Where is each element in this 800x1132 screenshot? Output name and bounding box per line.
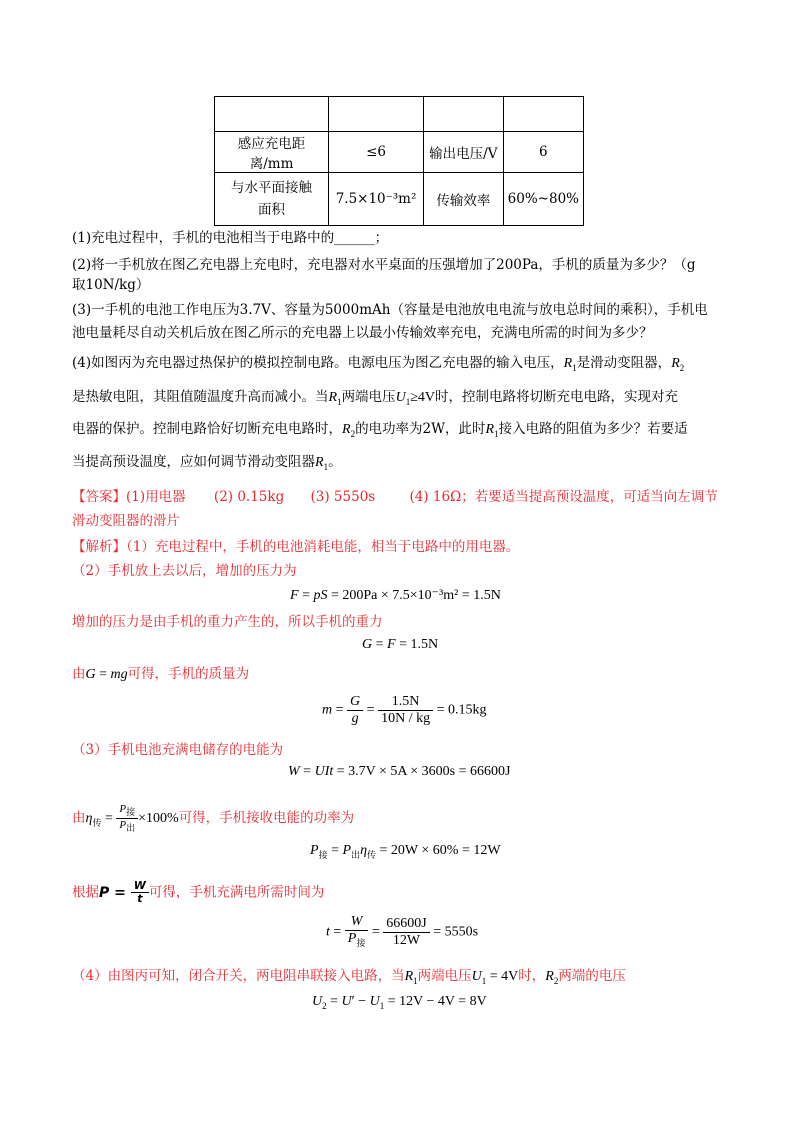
table-cell: 与水平面接触面积: [215, 173, 329, 226]
question-4-line-4: 当提高预设温度，应如何调节滑动变阻器$R_1$。: [72, 454, 342, 472]
table-cell: 60%~80%: [503, 173, 583, 226]
equation-gravity: G = F = 1.5N: [362, 637, 439, 652]
analysis-p8: （4）由图丙可知，闭合开关，两电阻串联接入电路，当$R_1$两端电压$U_1 = 4V$时，$R_2$两端的电压: [72, 968, 626, 986]
table-cell: 7.5×10⁻³m²: [329, 173, 424, 226]
analysis-p7: 根据P = $\frac{W}{t}$ 可得，手机充满电所需时间为: [72, 879, 325, 905]
table-cell: 输出电压/V: [424, 132, 504, 173]
table-cell: [424, 97, 504, 132]
table-cell: [329, 97, 424, 132]
answer-line-2: 滑动变阻器的滑片: [72, 513, 180, 529]
question-4-line-1: (4)如图丙为充电器过热保护的模拟控制电路。电源电压为图乙充电器的输入电压，$R_1$是滑动变阻器，$R_2$: [72, 355, 685, 373]
question-2-line-1: (2)将一手机放在图乙充电器上充电时，充电器对水平桌面的压强增加了200Pa，手机的质量为多少？（g: [72, 257, 696, 273]
equation-voltage: $U_2 = U' - U_1 = 12V - 4V = 8V$: [312, 994, 487, 1011]
answer-line-1: 【答案】(1)用电器 (2) 0.15kg (3) 5550s (4) 16Ω；若要适当提高预设温度，可适当向左调节: [72, 489, 718, 505]
table-cell: 传输效率: [424, 173, 504, 226]
analysis-p4: 由G = mg可得，手机的质量为: [72, 666, 250, 682]
table-cell: ≤6: [329, 132, 424, 173]
table-cell: [215, 97, 329, 132]
analysis-p5: （3）手机电池充满电储存的电能为: [72, 742, 284, 758]
analysis-p1: 【解析】（1）充电过程中，手机的电池消耗电能，相当于电路中的用电器。: [72, 539, 520, 555]
question-4-line-3: 电器的保护。控制电路恰好切断充电电路时，$R_2$的电功率为2W，此时$R_1$接入电路的阻值为多少？若要适: [72, 421, 688, 439]
equation-power: $P_接 = P_出\eta_传 = 20W \times 60\% = 12W$: [310, 843, 501, 860]
spec-table: [214, 96, 584, 226]
equation-time: t = $\frac{W}{P_接}$ = $\frac{66600J}{12W}$ = 5550s: [326, 914, 479, 948]
question-1: (1)充电过程中，手机的电池相当于电路中的______；: [72, 230, 389, 246]
table-cell: [503, 97, 583, 132]
table-cell: 6: [503, 132, 583, 173]
question-3-line-2: 池电量耗尽自动关机后放在图乙所示的充电器上以最小传输效率充电，充满电所需的时间为多少？: [72, 325, 653, 341]
question-4-line-2: 是热敏电阻，其阻值随温度升高而减小。当$R_1$两端电压$U_1\ge 4V$时，控制电路将切断充电电路，实现对充: [72, 389, 678, 407]
question-2-line-2: 取10N/kg）: [72, 277, 150, 293]
table-cell: 感应充电距离/mm: [215, 132, 329, 173]
equation-pressure: F = pS = 200Pa × 7.5×10⁻³m² = 1.5N: [290, 588, 501, 603]
analysis-p3: 增加的压力是由手机的重力产生的，所以手机的重力: [72, 614, 383, 630]
equation-mass: m = $\frac{G}{g}$ = $\frac{1.5N}{10N / kg}$ = 0.15kg: [322, 694, 487, 726]
equation-energy: W = UIt = 3.7V × 5A × 3600s = 66600J: [288, 764, 511, 779]
analysis-p2: （2）手机放上去以后，增加的压力为: [72, 563, 297, 579]
question-3-line-1: (3)一手机的电池工作电压为3.7V、容量为5000mAh（容量是电池放电电流与放电总时间的乘积），手机电: [72, 302, 708, 318]
analysis-p6: 由$\eta_传$ = $\frac{P_接}{P_出}$ ×100%可得，手机接收电能的功率为: [72, 803, 355, 834]
